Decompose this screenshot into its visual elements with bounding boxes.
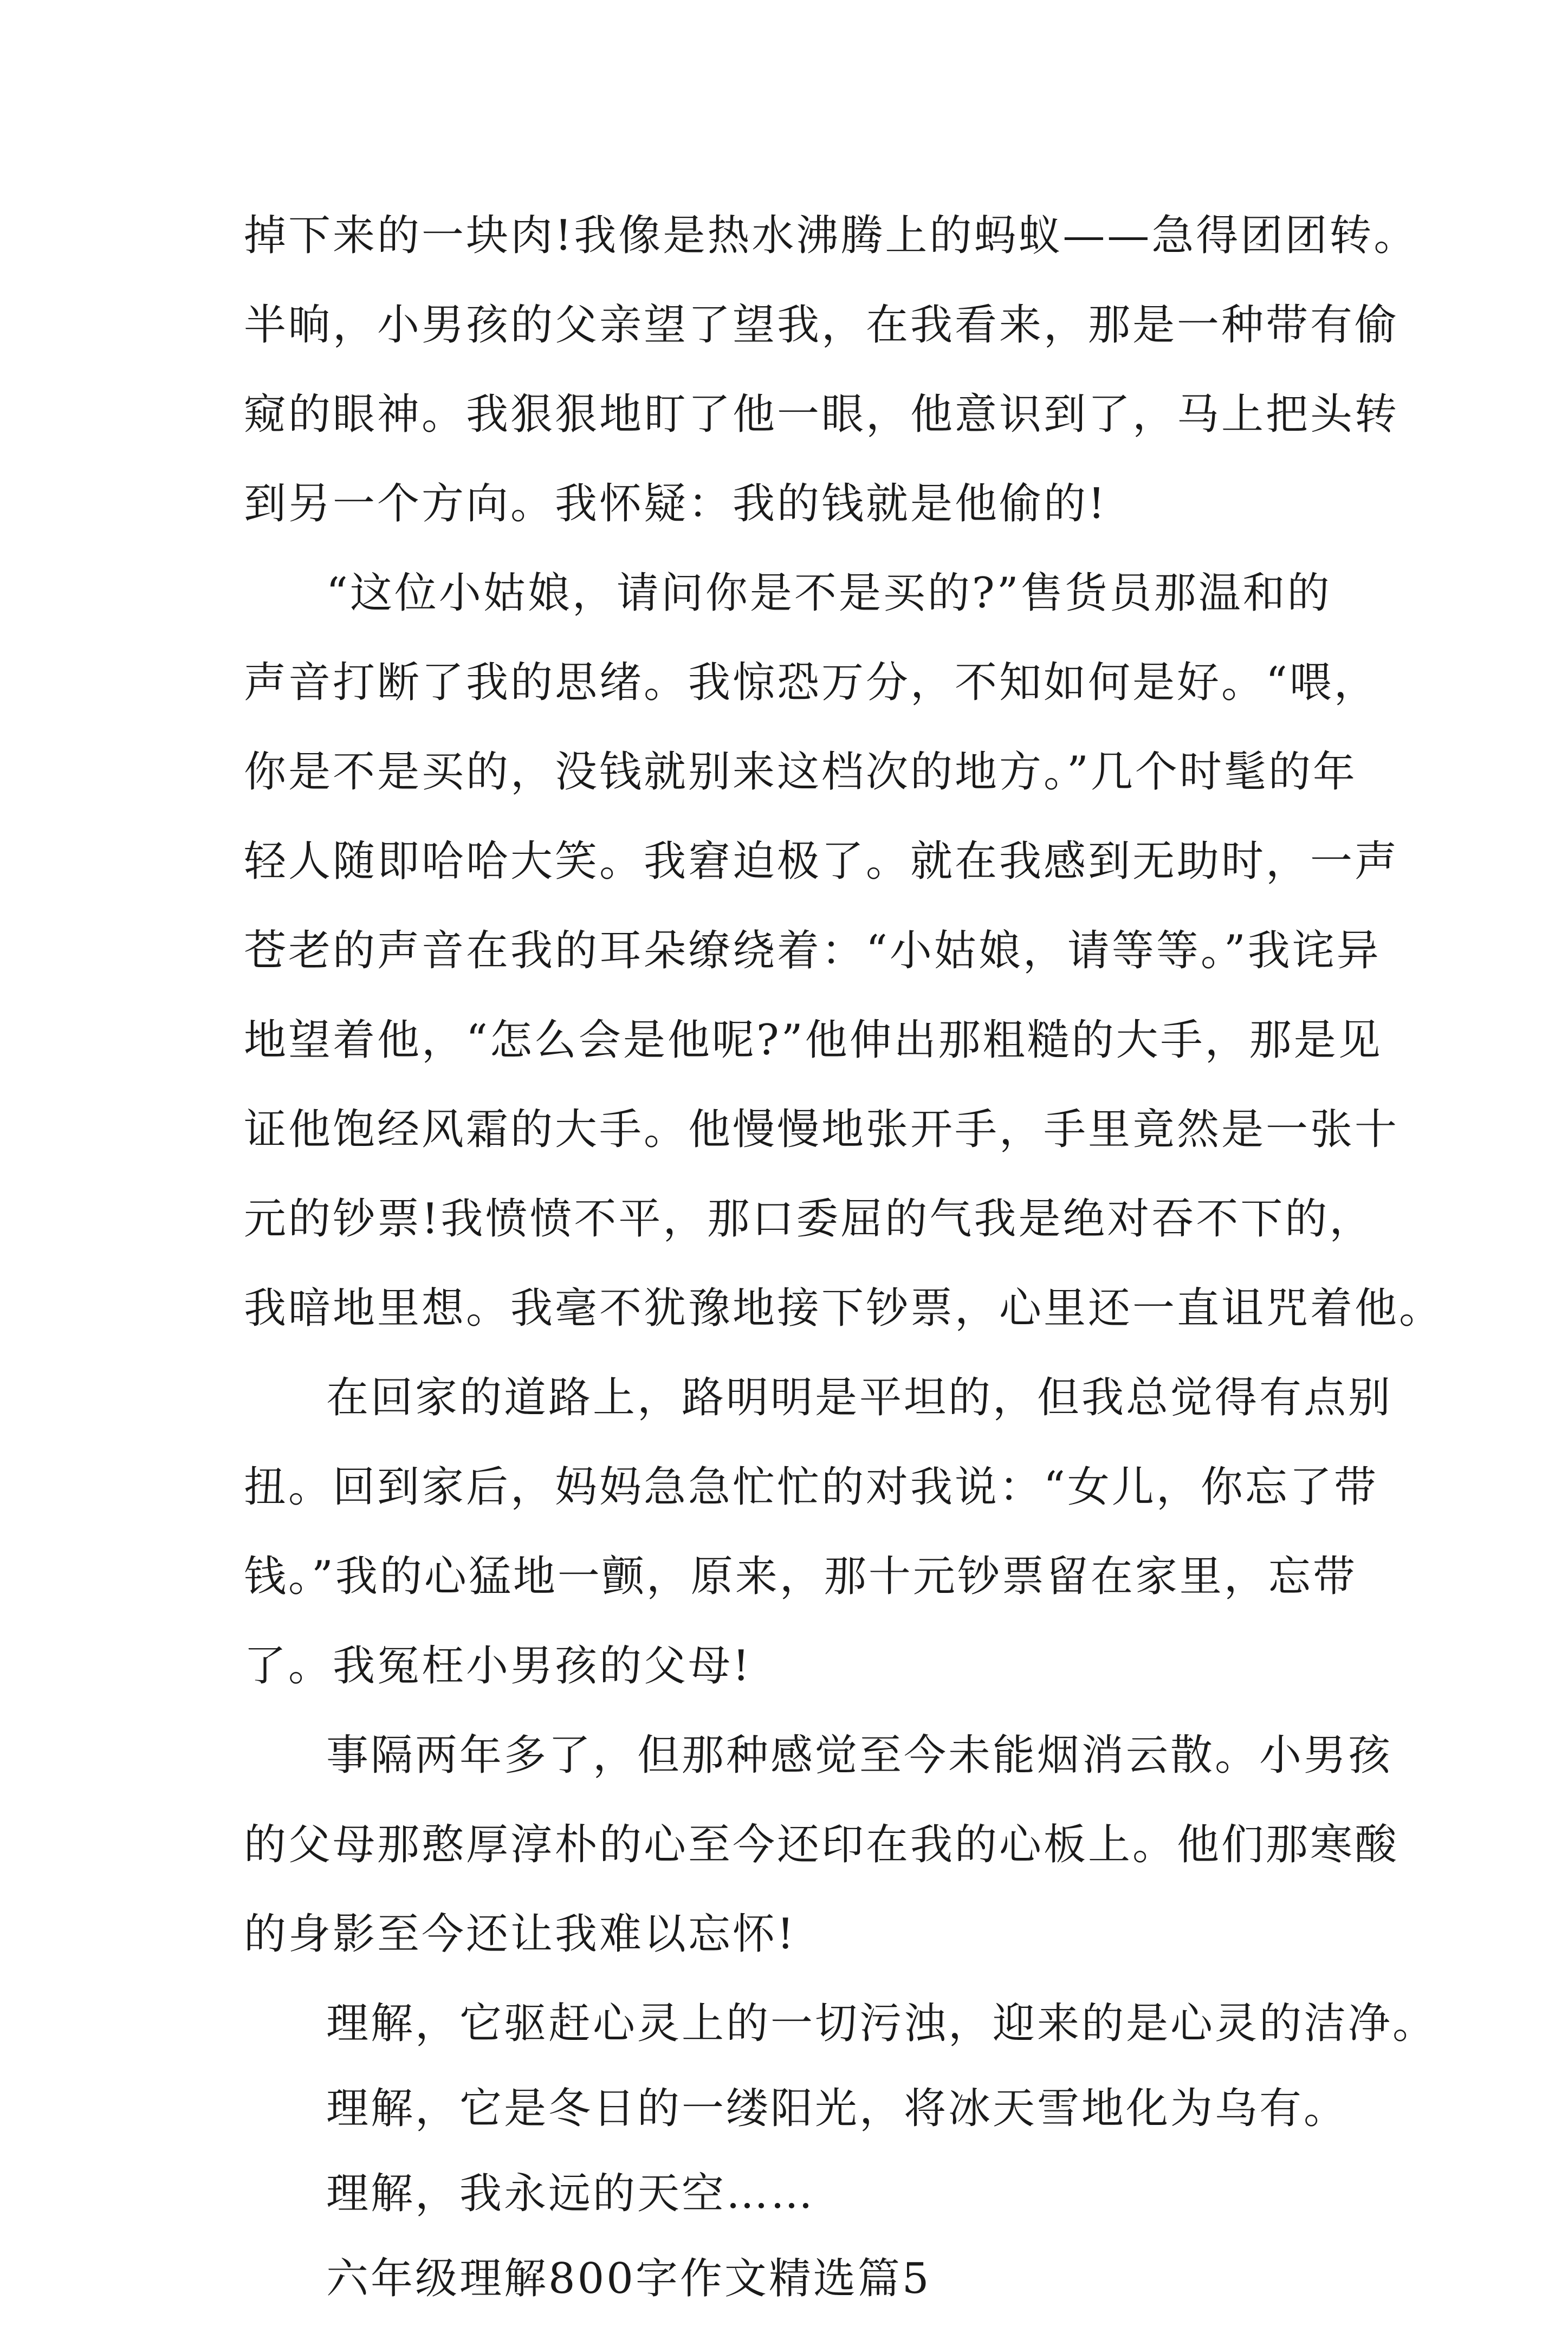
text-line: 你是不是买的，没钱就别来这档次的地方。”几个时髦的年 bbox=[244, 748, 1357, 796]
text-line: 半晌，小男孩的父亲望了望我，在我看来，那是一种带有偷 bbox=[244, 301, 1399, 349]
text-line: 元的钞票!我愤愤不平，那口委屈的气我是绝对吞不下的， bbox=[244, 1195, 1374, 1243]
paragraph-first-line: 理解，我永远的天空…… bbox=[326, 2169, 815, 2218]
text-line: 钱。”我的心猛地一颤，原来，那十元钞票留在家里，忘带 bbox=[244, 1552, 1357, 1601]
text-line: 到另一个方向。我怀疑：我的钱就是他偷的! bbox=[244, 479, 1107, 528]
essay-text bbox=[244, 205, 1444, 2333]
text-line: 我暗地里想。我毫不犹豫地接下钞票，心里还一直诅咒着他。 bbox=[244, 1284, 1444, 1333]
text-line: 的身影至今还让我难以忘怀! bbox=[244, 1910, 796, 1959]
paragraph-first-line: 事隔两年多了，但那种感觉至今未能烟消云散。小男孩 bbox=[326, 1731, 1393, 1780]
text-line: 声音打断了我的思绪。我惊恐万分，不知如何是好。“喂， bbox=[244, 658, 1378, 707]
text-line: 证他饱经风霜的大手。他慢慢地张开手，手里竟然是一张十 bbox=[244, 1105, 1399, 1154]
text-line: 窥的眼神。我狠狠地盯了他一眼，他意识到了，马上把头转 bbox=[244, 390, 1399, 439]
paragraph-first-line: 理解，它驱赶心灵上的一切污浊，迎来的是心灵的洁净。 bbox=[326, 1999, 1437, 2048]
text-line: 苍老的声音在我的耳朵缭绕着：“小姑娘，请等等。”我诧异 bbox=[244, 926, 1381, 975]
text-line: 掉下来的一块肉!我像是热水沸腾上的蚂蚁——急得团团转。 bbox=[244, 211, 1418, 260]
text-line: 扭。回到家后，妈妈急急忙忙的对我说：“女儿，你忘了带 bbox=[244, 1463, 1378, 1512]
paragraph-first-line: “这位小姑娘，请问你是不是买的?”售货员那温和的 bbox=[326, 569, 1332, 618]
paragraph-first-line: 在回家的道路上，路明明是平坦的，但我总觉得有点别 bbox=[326, 1373, 1393, 1422]
paragraph-first-line: 理解，它是冬日的一缕阳光，将冰天雪地化为乌有。 bbox=[326, 2084, 1349, 2133]
section-heading: 六年级理解800字作文精选篇5 bbox=[326, 2254, 931, 2303]
text-line: 地望着他，“怎么会是他呢?”他伸出那粗糙的大手，那是见 bbox=[244, 1016, 1383, 1065]
text-line: 轻人随即哈哈大笑。我窘迫极了。就在我感到无助时，一声 bbox=[244, 837, 1399, 886]
text-line: 了。我冤枉小男孩的父母! bbox=[244, 1642, 752, 1690]
text-line: 的父母那憨厚淳朴的心至今还印在我的心板上。他们那寒酸 bbox=[244, 1820, 1399, 1869]
